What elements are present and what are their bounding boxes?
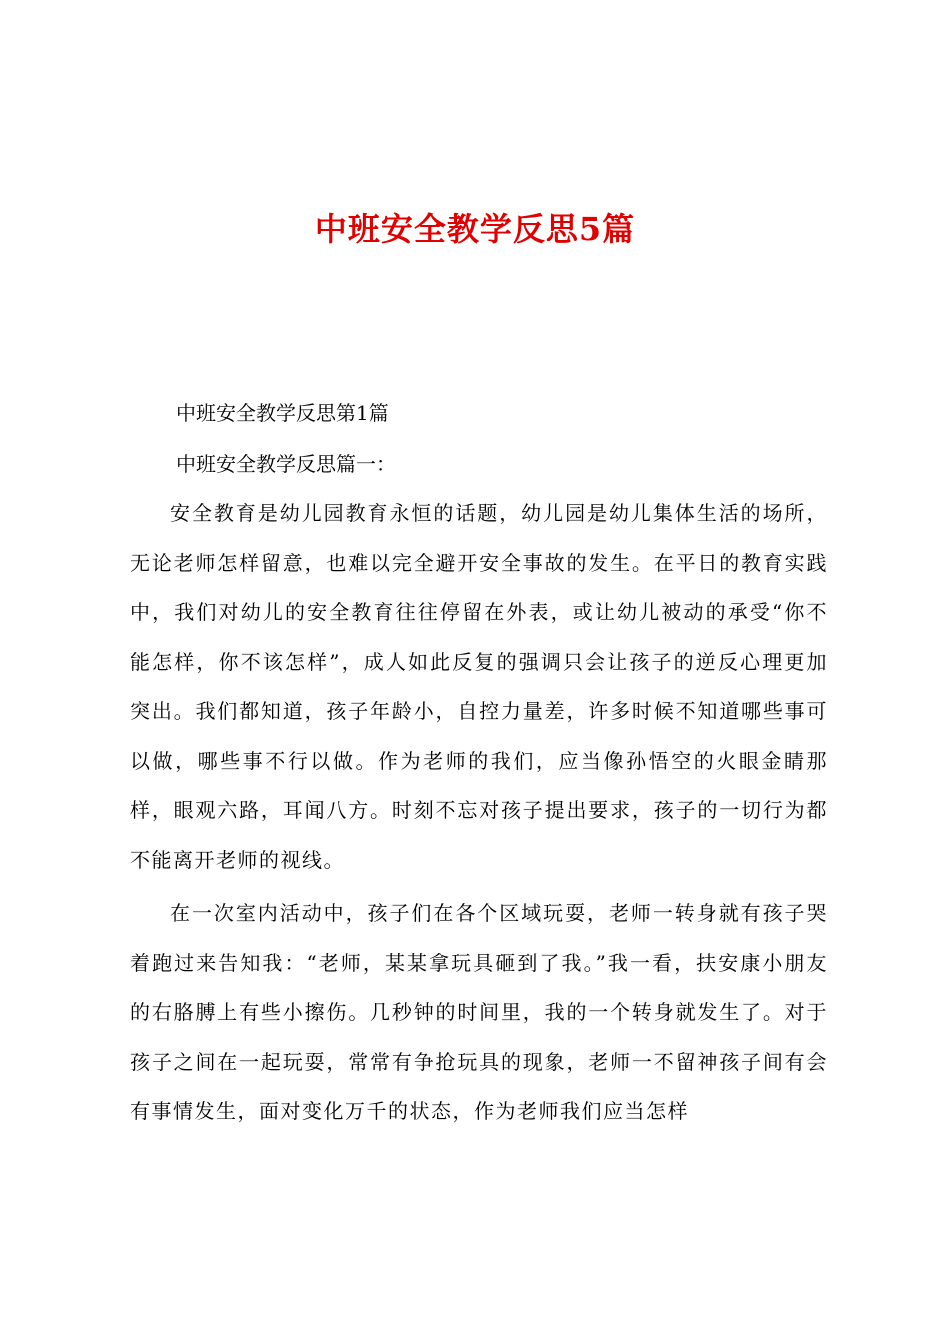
document-title: 中班安全教学反思5篇	[314, 210, 636, 248]
section-heading: 中班安全教学反思第1篇	[176, 401, 389, 425]
body-paragraph-1: 安全教育是幼儿园教育永恒的话题，幼儿园是幼儿集体生活的场所，无论老师怎样留意，也难以完全避开安全事故的发生。在平日的教育实践中，我们对幼儿的安全教育往往停留在外表，或让幼儿被动的承受“你不能怎样，你不该怎样”，成人如此反复的强调只会让孩子的逆反心理更加突出。我们都知道，孩子年龄小，自控力量差，许多时候不知道哪些事可以做，哪些事不行以做。作为老师的我们，应当像孙悟空的火眼金睛那样，眼观六路，耳闻八方。时刻不忘对孩子提出要求，孩子的一切行为都不能离开老师的视线。	[130, 501, 828, 872]
sub-heading: 中班安全教学反思篇一：	[176, 452, 396, 476]
body-paragraph-2: 在一次室内活动中，孩子们在各个区域玩耍，老师一转身就有孩子哭着跑过来告知我：“老师，某某拿玩具砸到了我。”我一看，扶安康小朋友的右胳膊上有些小擦伤。几秒钟的时间里，我的一个转身就发生了。对于孩子之间在一起玩耍，常常有争抢玩具的现象，老师一不留神孩子间有会有事情发生，面对变化万千的状态，作为老师我们应当怎样	[130, 901, 828, 1123]
